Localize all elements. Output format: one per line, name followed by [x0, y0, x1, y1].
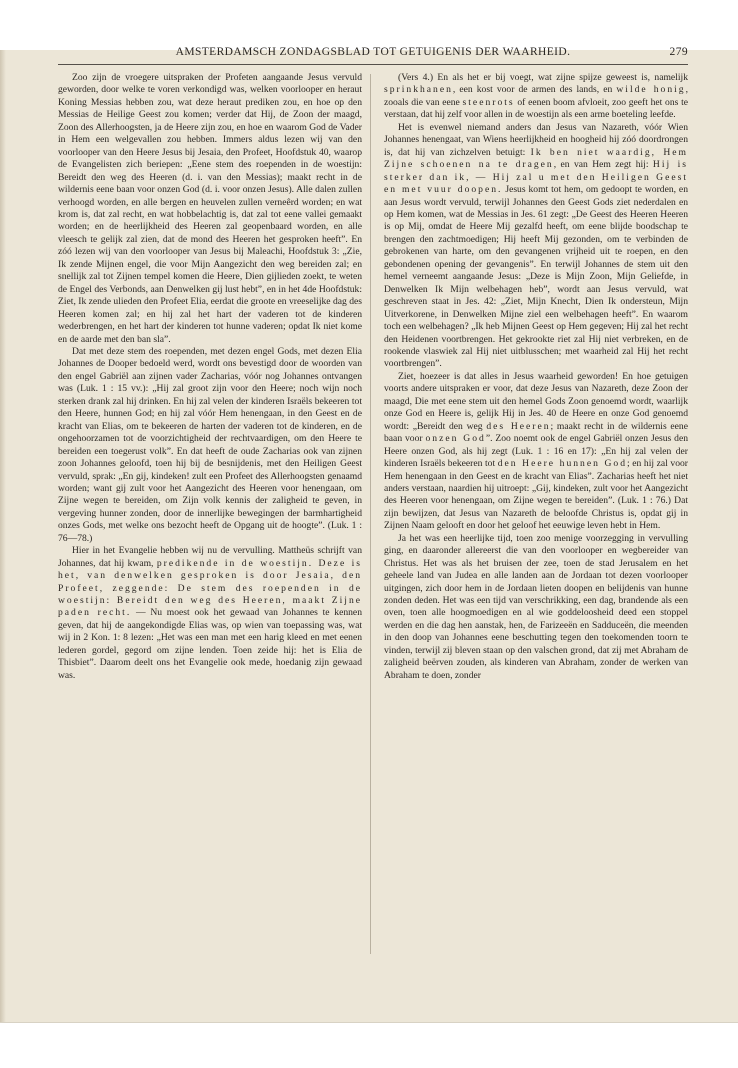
text-run: ; en hij zal voor Hem henengaan in den Geest en de kracht van Elias”. Zacharias heeft het niet anders verstaan, naardien hij uitroept: „Gij, kindeken, zult voor het Aangezicht des Heeren voor henengaan, om Zijne wegen te bereiden”. (Luk. 1 : 76.) Dat zijn bewijzen, dat Jesus van Nazareth de beloofde Christus is, opdat gij in Zijnen Naam gelooft en door het geloof het eeuwige leven hebt in Hem.: [384, 458, 688, 532]
spaced-emphasis-text: onzen God: [425, 433, 486, 445]
text-run: of eenen boom afvloeit, zoo geeft het ons te verstaan, dat hij zelf voor allen in de woestijn als een arme boeteling leefde.: [384, 96, 688, 121]
text-columns: [58, 72, 688, 962]
text-run: , en van Hem zegt hij:: [553, 159, 653, 171]
right-column: [384, 72, 688, 962]
paragraph: [384, 371, 688, 533]
spaced-emphasis-text: steenrots: [462, 96, 515, 108]
scan-bottom-edge: [0, 1022, 738, 1023]
spaced-emphasis-text: den Heere hunnen God: [497, 458, 628, 470]
paragraph: [384, 122, 688, 371]
text-run: Het is evenwel niemand anders dan Jesus van Nazareth, vóór Wien Johannes henengaat, van Wiens heerlijkheid en hoogheid hij zóó doordrongen is, dat hij van zichzelven betuigt:: [384, 121, 688, 158]
page-header: [58, 46, 688, 58]
text-run: Zoo zijn de vroegere uitspraken der Profeten aangaande Jesus vervuld geworden, door welke te voren verkondigd was, welken voorlooper en heraut Koning Messias hebben zou, wat deze heraut prediken zou, en hoe op den Messias de Heilige Geest zou komen; verder dat Hij, de Zoon der maagd, Zoon des Allerhoogsten, ja de Heere zijn zou, en hoe en waarom God de Vader in Hem een welgevallen zou hebben. Immers aldus lezen wij van den voorlooper van den Heere Jesus bij Jesaia, den Profeet, Hoofdstuk 40, waarop de Evangelisten zich beriepen: „Eene stem des roependen in de woestijn: Bereidt den weg des Heeren (d. i. van den Messias); maakt recht in de wildernis eene baan voor onzen God (d. i. voor onzen Jesus). Alle dalen zullen verhoogd worden, en alle bergen en heuvelen zullen verneêrd worden; en wat krom is, dat zal recht, en wat hobbelachtig is, dat zal tot eene vallei gemaakt worden; en de heerlijkheid des Heeren zal geopenbaard worden, en alle vleesch te gelijk zal zien, dat de mond des Heeren het gesproken heeft”. En zóó lezen wij van den voorlooper van Jesus bij Maleachi, Hoofdstuk 3: „Zie, Ik zende Mijnen engel, die voor Mijn Aangezicht den weg bereiden zal; en snellijk zal tot Zijnen tempel komen die Heere, Dien gijlieden zoekt, te weten de Engel des Verbonds, aan Denwelken gij lust hebt”, en in het 4de Hoofdstuk: Ziet, Ik zende ulieden den Profeet Elia, eerdat die groote en vreeselijke dag des Heeren komen zal; en hij zal het hart der vaderen tot de kinderen wederbrengen, en het hart der kinderen tot hunne vaderen; opdat Ik niet kome en de aarde met den ban sla”.: [58, 72, 362, 345]
paragraph: [384, 533, 688, 682]
spaced-emphasis-text: Ik ben niet waardig, Hem Zijne schoenen na te dragen: [384, 146, 688, 171]
header-rule: [58, 64, 688, 65]
text-run: (Vers 4.) En als het er bij voegt, wat zijne spijze geweest is, namelijk: [398, 72, 688, 83]
paragraph: [384, 72, 688, 122]
text-run: Ziet, hoezeer is dat alles in Jesus waarheid geworden! En hoe getuigen voorts andere uitspraken er voor, dat deze Jesus van Nazareth, deze Zoon der maagd, Die met eene stem uit den hemel Gods Zoon genoemd wordt, waarlijk onze God en Heere is, gelijk Hij in Jes. 40 de Heere en onze God genoemd wordt: „Bereidt den weg: [384, 370, 688, 432]
paragraph: [58, 346, 362, 545]
spaced-emphasis-text: predikende in de woestijn. Deze is het, van denwelken gesproken is door Jesaia, den Profeet, zeggende: De stem des roependen in de woestijn: Bereidt den weg des Heeren, maakt Zijne paden recht.: [58, 557, 362, 619]
text-run: ; maakt recht in de wildernis eene baan voor: [384, 420, 688, 445]
spaced-emphasis-text: wilde honig: [616, 84, 686, 96]
spaced-emphasis-text: des Heeren: [486, 420, 551, 432]
spaced-emphasis-text: sprinkhanen: [384, 84, 453, 96]
text-run: , een kost voor de armen des lands, en: [452, 84, 617, 96]
paragraph: [58, 72, 362, 346]
paragraph: [58, 545, 362, 682]
text-run: — Nu moest ook het gewaad van Johannes te kennen geven, dat hij de aangekondigde Elias was, op wien van toepassing was, wat wij in 2 Kon. 1: 8 lezen: „Het was een man met een harig kleed en met eenen lederen gordel, gegord om zijne lenden. Toen zeide hij: het is Elia de Thisbiet”. Daarom deelt ons het Evangelie ook mede, hoedanig zijn gewaad was.: [58, 607, 362, 681]
text-run: Hier in het Evangelie hebben wij nu de vervulling. Mattheüs schrijft van Johannes, dat hij kwam,: [58, 545, 362, 569]
page-number: 279: [669, 46, 688, 58]
text-run: ”. Zoo noemt ook de engel Gabriël onzen Jesus den Heere onzen God, als hij zegt (Luk. 1 : 16 en 17): „En hij zal velen der kinderen Israëls bekeeren tot: [384, 433, 688, 470]
column-divider: [370, 74, 371, 954]
spaced-emphasis-text: Hij is sterker dan ik, — Hij zal u met den Heiligen Geest en met vuur doopen.: [384, 159, 688, 196]
left-column: [58, 72, 362, 962]
text-run: Dat met deze stem des roependen, met dezen engel Gods, met dezen Elia Johannes de Dooper bedoeld werd, wordt ons bevestigd door de woorden van den engel Gabriël aan zijnen vader Zacharias, vóór nog Johannes ontvangen was (Luk. 1 : 15 vv.): „Hij zal groot zijn voor den Heere; noch wijn noch sterken drank zal hij drinken. En hij zal velen der kinderen Israëls bekeeren tot den Heere, hunnen God; en hij zal vóór Hem henengaan, in den Geest en de kracht van Elias, om te bekeeren de harten der vaderen tot de kinderen, en de ongehoorzamen tot de voorzichtigheid der rechtvaardigen, om den Heere te bereiden een toegerust volk”. En dat heeft de oude Zacharias ook van zijnen zoon Johannes geloofd, toen hij bij de besnijdenis, met den Heiligen Geest vervuld, sprak: „En gij, kindeken! zult een Profeet des Allerhoogsten genaamd worden; want gij zult voor het Aangezicht des Heeren voor henengaan, om Zijne wegen te bereiden, om Zijn volk kennis der zaligheid te geven, in vergeving hunner zonden, door de innerlijke bewegingen der barmhartigheid onzes Gods, met welke ons bezocht heeft de Opgang uit de hoogte”. (Luk. 1 : 76—78.): [58, 345, 362, 544]
text-run: Ja het was een heerlijke tijd, toen zoo menige voorzegging in vervulling ging, en daaronder allereerst die van den voorlooper en wegbereider van Christus. Het was als het bruisen der zee, toen de stad Jerusalem en het geheele land van Judea en alle landen aan de Jordaan tot dezen voorlooper uitgingen, zich door hem in de Jordaan lieten doopen en belijdenis van hunne zonden deden. Het was een tijd van verschrikking, een dag, brandende als een oven, toen alle hoogmoedigen en al wie goddeloosheid deed een stoppel werden en die dag hen aanstak, hen, de Farizeeën en Sadduceën, die meenden in den doop van Johannes eene beschutting tegen den toekomenden toorn te vinden, terwijl zij bleven staan op den valschen grond, dat zij met Abraham de zaligheid beërven zouden, als kinderen van Abraham, zonder de werken van Abraham te doen, zonder: [384, 532, 688, 681]
journal-title: AMSTERDAMSCH ZONDAGSBLAD TOT GETUIGENIS DER WAARHEID.: [175, 46, 571, 58]
text-run: , zooals die van eene: [384, 84, 688, 108]
text-run: Jesus komt tot hem, om gedoopt te worden, en aan Jesus wordt vervuld, terwijl Johannes den Geest Gods ziet nederdalen en op Hem komen, wat de Messias in Jes. 61 zegt: „De Geest des Heeren Heeren is op Mij, omdat de Heere Mij gezalfd heeft, om eene blijde boodschap te brengen den zachtmoedigen; Hij heeft Mij gezonden, om te verbinden de gebrokenen van harte, om den gevangenen vrijheid uit te roepen, en den gebondenen opening der gevangenis”. En terwijl Johannes de stem uit den hemel verneemt aangaande Jesus: „Deze is Mijn Zoon, Mijn Geliefde, in Denwelken Ik Mijn welbehagen heb”, wordt aan Jesus vervuld, wat geschreven staat in Jes. 42: „Ziet, Mijn Knecht, Dien Ik ondersteun, Mijn Uitverkorene, in Denwelken Mijne ziel een welbehagen heeft”. En waarom toch een welbehagen? „Ik heb Mijnen Geest op Hem gegeven; Hij zal het recht den Heidenen voortbrengen. Het gekrookte riet zal Hij niet verbreken, en de rookende vlaswiek zal Hij niet uitblusschen; met waarheid zal Hij het recht voortbrengen”.: [384, 184, 688, 370]
